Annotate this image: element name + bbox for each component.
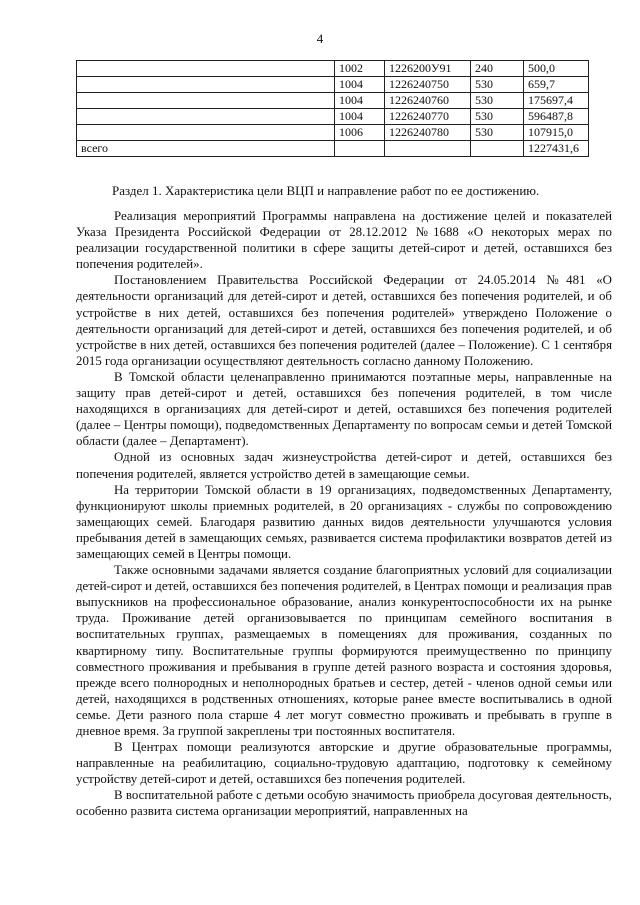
table-cell: 530 xyxy=(471,109,524,125)
paragraph: В воспитательной работе с детьми особую значимость приобрела досуговая деятельность, особенно развита система организации мероприятий, направленных на xyxy=(76,788,612,819)
table-cell xyxy=(77,125,335,141)
table-cell: 530 xyxy=(471,125,524,141)
table-cell xyxy=(335,141,385,157)
table-cell: 530 xyxy=(471,93,524,109)
table-row xyxy=(77,93,589,109)
budget-table xyxy=(76,60,589,157)
paragraph: В Томской области целенаправленно принимаются поэтапные меры, направленные на защиту прав детей-сирот и детей, оставшихся без попечения родителей, в том числе находящихся в организациях для детей-сирот и детей, оставшихся без попечения родителей (далее – Центры помощи), подведомственных Департаменту по вопросам семьи и детей Томской области (далее – Департамент). xyxy=(76,369,612,449)
table-cell: 1004 xyxy=(335,93,385,109)
table-cell: 1006 xyxy=(335,125,385,141)
paragraph: В Центрах помощи реализуются авторские и другие образовательные программы, направленные на реабилитацию, социально-трудовую адаптацию, подготовку к семейному устройству детей-сирот и детей, оставшихся без попечения родителей. xyxy=(76,740,612,787)
table-row xyxy=(77,77,589,93)
table-cell: всего xyxy=(77,141,335,157)
paragraph: Реализация мероприятий Программы направлена на достижение целей и показателей Указа Президента Российской Федерации от 28.12.2012 №1688 «О некоторых мерах по реализации государственной политики в сфере защиты детей-сирот и детей, оставшихся без попечения родителей». xyxy=(76,209,612,272)
table-cell: 240 xyxy=(471,61,524,77)
paragraph: Постановлением Правительства Российской Федерации от 24.05.2014 №481 «О деятельности организаций для детей-сирот и детей, оставшихся без попечения родителей, и об устройстве в них детей, оставшихся без попечения родителей» утверждено Положение о деятельности организаций для детей-сирот и детей, оставшихся без попечения родителей, и об устройстве в них детей, оставшихся без попечения родителей (далее – Положение). С 1 сентября 2015 года организации осуществляют деятельность согласно данному Положению. xyxy=(76,273,612,368)
table-cell: 107915,0 xyxy=(524,125,589,141)
table-cell: 1227431,6 xyxy=(524,141,589,157)
table-cell: 596487,8 xyxy=(524,109,589,125)
paragraph: На территории Томской области в 19 организациях, подведомственных Департаменту, функционируют школы приемных родителей, в 20 организациях - службы по сопровождению замещающих семей. Благодаря развитию данных видов деятельности улучшаются условия пребывания детей в замещающих семьях, развивается система профилактики возвратов детей из замещающих семей в Центры помощи. xyxy=(76,482,612,561)
paragraph: Одной из основных задач жизнеустройства детей-сирот и детей, оставшихся без попечения родителей, является устройство детей в замещающие семьи. xyxy=(76,450,612,481)
table-cell: 659,7 xyxy=(524,77,589,93)
table-cell: 1226200У91 xyxy=(385,61,471,77)
table-row xyxy=(77,109,589,125)
table-cell: 1226240770 xyxy=(385,109,471,125)
table-cell: 1226240760 xyxy=(385,93,471,109)
body-text xyxy=(76,208,612,820)
table-cell: 1226240780 xyxy=(385,125,471,141)
table-cell: 500,0 xyxy=(524,61,589,77)
table-total-row xyxy=(77,141,589,157)
table-cell: 1002 xyxy=(335,61,385,77)
table-cell xyxy=(385,141,471,157)
table-cell xyxy=(471,141,524,157)
page-number: 4 xyxy=(316,31,324,46)
table-cell xyxy=(77,77,335,93)
table-row xyxy=(77,125,589,141)
table-cell xyxy=(77,109,335,125)
table-cell xyxy=(77,93,335,109)
table-row xyxy=(77,61,589,77)
table-cell: 1004 xyxy=(335,77,385,93)
table-cell: 1226240750 xyxy=(385,77,471,93)
section-title: Раздел 1. Характеристика цели ВЦП и направление работ по ее достижению. xyxy=(112,183,540,198)
table-cell: 175697,4 xyxy=(524,93,589,109)
table-cell xyxy=(77,61,335,77)
table-cell: 530 xyxy=(471,77,524,93)
table-cell: 1004 xyxy=(335,109,385,125)
paragraph: Также основными задачами является создание благоприятных условий для социализации детей-сирот и детей, оставшихся без попечения родителей, в Центрах помощи и реализация прав выпускников на профессиональное образование, анализ конкурентоспособности их на рынке труда. Проживание детей организовывается по принципам семейного воспитания в воспитательных группах, размещаемых в помещениях для проживания, созданных по квартирному типу. Воспитательные группы формируются преимущественно по принципу совместного проживания и пребывания в группе детей разного возраста и состояния здоровья, прежде всего полнородных и неполнородных братьев и сестер, детей - членов одной семьи или детей, находящихся в родственных отношениях, которые ранее вместе воспитывались в одной семье. Дети разного пола старше 4 лет могут совместно проживать и пребывать в группе в дневное время. За группой закреплены три постоянных воспитателя. xyxy=(76,563,612,738)
